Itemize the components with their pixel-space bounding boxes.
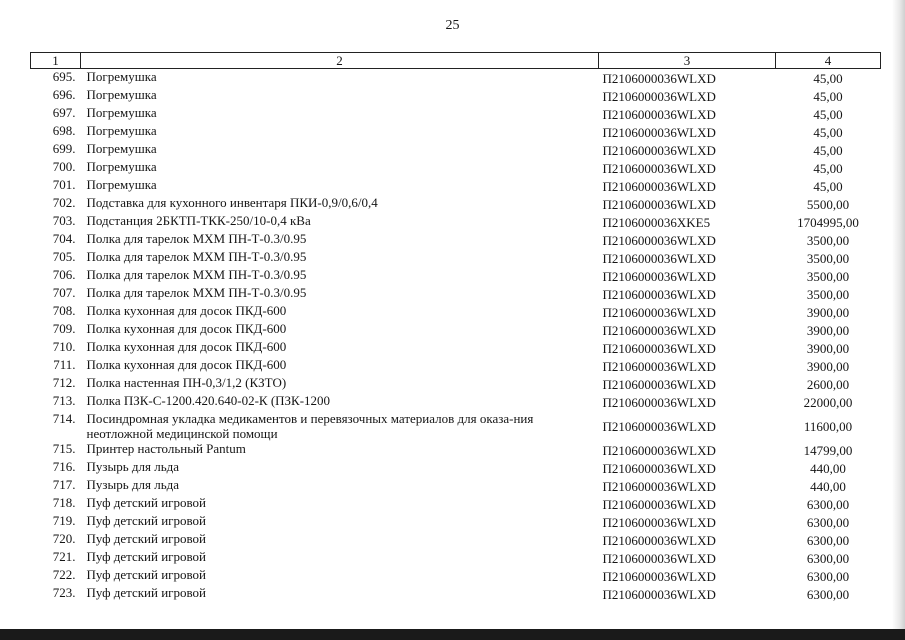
- row-item-code: П2106000036WLXD: [602, 587, 716, 602]
- table-row: [31, 267, 881, 285]
- row-item-name: Погремушка: [86, 87, 157, 102]
- row-item-name: Погремушка: [86, 69, 157, 84]
- row-item-name: Подставка для кухонного инвентаря ПКИ-0,9/0,6/0,4: [86, 195, 378, 210]
- row-item-code: П2106000036WLXD: [602, 341, 716, 356]
- row-item-code: П2106000036WLXD: [602, 515, 716, 530]
- row-item-name: Полка настенная ПН-0,3/1,2 (КЗТО): [86, 375, 287, 390]
- row-item-price: 3900,00: [806, 359, 850, 374]
- row-item-price: 6300,00: [806, 497, 850, 512]
- row-number: 707.: [52, 285, 76, 300]
- row-number: 709.: [52, 321, 76, 336]
- row-number: 718.: [52, 495, 76, 510]
- row-item-code: П2106000036WLXD: [602, 143, 716, 158]
- table-row: [31, 321, 881, 339]
- row-item-name: Полка ПЗК-С-1200.420.640-02-К (ПЗК-1200: [86, 393, 331, 408]
- table-row: [31, 549, 881, 567]
- row-number: 721.: [52, 549, 76, 564]
- table-row: [31, 303, 881, 321]
- scan-bottom-border: [0, 629, 905, 640]
- row-item-name: Полка для тарелок МХМ ПН-Т-0.3/0.95: [86, 285, 307, 300]
- row-item-name: Полка кухонная для досок ПКД-600: [86, 303, 287, 318]
- row-item-code: П2106000036WLXD: [602, 197, 716, 212]
- row-item-code: П2106000036WLXD: [602, 251, 716, 266]
- row-item-name: Пуф детский игровой: [86, 513, 207, 528]
- table-row: [31, 339, 881, 357]
- row-item-price: 11600,00: [803, 419, 853, 434]
- row-number: 705.: [52, 249, 76, 264]
- row-item-name: Пуф детский игровой: [86, 549, 207, 564]
- row-item-price: 14799,00: [803, 443, 853, 458]
- row-item-price: 3500,00: [806, 287, 850, 302]
- page-number: 25: [445, 18, 460, 33]
- row-item-price: 45,00: [813, 71, 843, 86]
- row-item-code: П2106000036WLXD: [602, 287, 716, 302]
- row-number: 719.: [52, 513, 76, 528]
- row-item-name: Пуф детский игровой: [86, 567, 207, 582]
- table-row: [31, 531, 881, 549]
- row-number: 715.: [52, 441, 76, 456]
- row-item-code: П2106000036WLXD: [602, 479, 716, 494]
- row-item-code: П2106000036WLXD: [602, 233, 716, 248]
- row-item-name: Полка кухонная для досок ПКД-600: [86, 339, 287, 354]
- row-item-name: Погремушка: [86, 141, 157, 156]
- row-item-name: Посиндромная укладка медикаментов и перевязочных материалов для оказа-ния неотложной медицинской помощи: [86, 411, 534, 441]
- row-item-price: 6300,00: [806, 533, 850, 548]
- row-number: 722.: [52, 567, 76, 582]
- row-item-code: П2106000036WLXD: [602, 377, 716, 392]
- row-item-code: П2106000036WLXD: [602, 89, 716, 104]
- table-row: [31, 411, 881, 441]
- row-item-price: 2600,00: [806, 377, 850, 392]
- row-number: 717.: [52, 477, 76, 492]
- row-item-name: Погремушка: [86, 177, 157, 192]
- row-item-price: 440,00: [810, 479, 846, 494]
- row-item-name: Пузырь для льда: [86, 459, 180, 474]
- row-item-price: 6300,00: [806, 551, 850, 566]
- row-item-price: 3900,00: [806, 341, 850, 356]
- table-row: [31, 477, 881, 495]
- row-item-price: 45,00: [813, 89, 843, 104]
- row-number: 711.: [53, 357, 76, 372]
- table-row: [31, 459, 881, 477]
- header-row: [31, 53, 881, 69]
- row-item-name: Полка для тарелок МХМ ПН-Т-0.3/0.95: [86, 231, 307, 246]
- row-number: 706.: [52, 267, 76, 282]
- row-item-name: Полка для тарелок МХМ ПН-Т-0.3/0.95: [86, 267, 307, 282]
- row-item-price: 45,00: [813, 179, 843, 194]
- row-item-code: П2106000036WLXD: [602, 71, 716, 86]
- row-number: 723.: [52, 585, 76, 600]
- table-row: [31, 177, 881, 195]
- row-item-code: П2106000036WLXD: [602, 551, 716, 566]
- row-item-price: 6300,00: [806, 515, 850, 530]
- row-item-code: П2106000036WLXD: [602, 443, 716, 458]
- row-number: 720.: [52, 531, 76, 546]
- row-item-code: П2106000036WLXD: [602, 395, 716, 410]
- row-number: 697.: [52, 105, 76, 120]
- table-row: [31, 123, 881, 141]
- row-item-code: П2106000036WLXD: [602, 107, 716, 122]
- row-item-name: Полка кухонная для досок ПКД-600: [86, 321, 287, 336]
- row-number: 698.: [52, 123, 76, 138]
- row-number: 695.: [52, 69, 76, 84]
- row-item-code: П2106000036WLXD: [602, 569, 716, 584]
- table-row: [31, 585, 881, 603]
- row-item-name: Подстанция 2БКТП-ТКК-250/10-0,4 кВа: [86, 213, 311, 228]
- row-item-price: 3900,00: [806, 305, 850, 320]
- row-item-price: 3500,00: [806, 233, 850, 248]
- table-row: [31, 87, 881, 105]
- row-item-price: 22000,00: [803, 395, 853, 410]
- row-item-price: 1704995,00: [797, 215, 859, 230]
- table-row: [31, 393, 881, 411]
- column-header-name: 2: [81, 53, 599, 69]
- row-item-code: П2106000036WLXD: [602, 497, 716, 512]
- table-row: [31, 231, 881, 249]
- row-item-name: Погремушка: [86, 123, 157, 138]
- row-item-code: П2106000036XKE5: [602, 215, 711, 230]
- row-item-price: 5500,00: [806, 197, 850, 212]
- table-row: [31, 567, 881, 585]
- row-item-name: Пуф детский игровой: [86, 531, 207, 546]
- row-number: 704.: [52, 231, 76, 246]
- column-header-number: 1: [31, 53, 81, 69]
- table-row: [31, 159, 881, 177]
- table-row: [31, 357, 881, 375]
- row-number: 700.: [52, 159, 76, 174]
- row-item-code: П2106000036WLXD: [602, 359, 716, 374]
- table-row: [31, 141, 881, 159]
- row-item-price: 3900,00: [806, 323, 850, 338]
- table-row: [31, 285, 881, 303]
- table-body: [31, 69, 881, 604]
- row-item-price: 45,00: [813, 143, 843, 158]
- table-row: [31, 495, 881, 513]
- scan-edge-shadow: [892, 0, 905, 640]
- row-item-code: П2106000036WLXD: [602, 269, 716, 284]
- table-row: [31, 513, 881, 531]
- column-header-price: 4: [776, 53, 881, 69]
- row-item-price: 6300,00: [806, 569, 850, 584]
- row-number: 708.: [52, 303, 76, 318]
- row-item-name: Погремушка: [86, 105, 157, 120]
- row-item-code: П2106000036WLXD: [602, 125, 716, 140]
- row-item-price: 45,00: [813, 161, 843, 176]
- row-number: 713.: [52, 393, 76, 408]
- table-row: [31, 375, 881, 393]
- row-item-code: П2106000036WLXD: [602, 305, 716, 320]
- row-number: 712.: [52, 375, 76, 390]
- row-item-code: П2106000036WLXD: [602, 533, 716, 548]
- row-item-name: Пуф детский игровой: [86, 495, 207, 510]
- row-item-code: П2106000036WLXD: [602, 461, 716, 476]
- row-item-code: П2106000036WLXD: [602, 419, 716, 434]
- row-number: 701.: [52, 177, 76, 192]
- row-item-price: 440,00: [810, 461, 846, 476]
- row-item-price: 3500,00: [806, 251, 850, 266]
- row-item-name: Пузырь для льда: [86, 477, 180, 492]
- row-number: 702.: [52, 195, 76, 210]
- row-number: 716.: [52, 459, 76, 474]
- row-item-price: 45,00: [813, 125, 843, 140]
- table-row: [31, 105, 881, 123]
- column-header-code: 3: [599, 53, 776, 69]
- row-item-name: Принтер настольный Pantum: [86, 441, 246, 456]
- table-row: [31, 441, 881, 459]
- row-item-code: П2106000036WLXD: [602, 323, 716, 338]
- row-item-name: Пуф детский игровой: [86, 585, 207, 600]
- row-item-price: 45,00: [813, 107, 843, 122]
- table-row: [31, 195, 881, 213]
- table-row: [31, 213, 881, 231]
- row-item-name: Погремушка: [86, 159, 157, 174]
- row-item-price: 6300,00: [806, 587, 850, 602]
- row-item-code: П2106000036WLXD: [602, 179, 716, 194]
- row-number: 714.: [52, 411, 76, 426]
- row-number: 699.: [52, 141, 76, 156]
- row-number: 703.: [52, 213, 76, 228]
- row-number: 710.: [52, 339, 76, 354]
- row-number: 696.: [52, 87, 76, 102]
- row-item-price: 3500,00: [806, 269, 850, 284]
- inventory-table: [30, 52, 881, 603]
- table-row: [31, 249, 881, 267]
- table-row: [31, 69, 881, 88]
- row-item-name: Полка кухонная для досок ПКД-600: [86, 357, 287, 372]
- row-item-name: Полка для тарелок МХМ ПН-Т-0.3/0.95: [86, 249, 307, 264]
- row-item-code: П2106000036WLXD: [602, 161, 716, 176]
